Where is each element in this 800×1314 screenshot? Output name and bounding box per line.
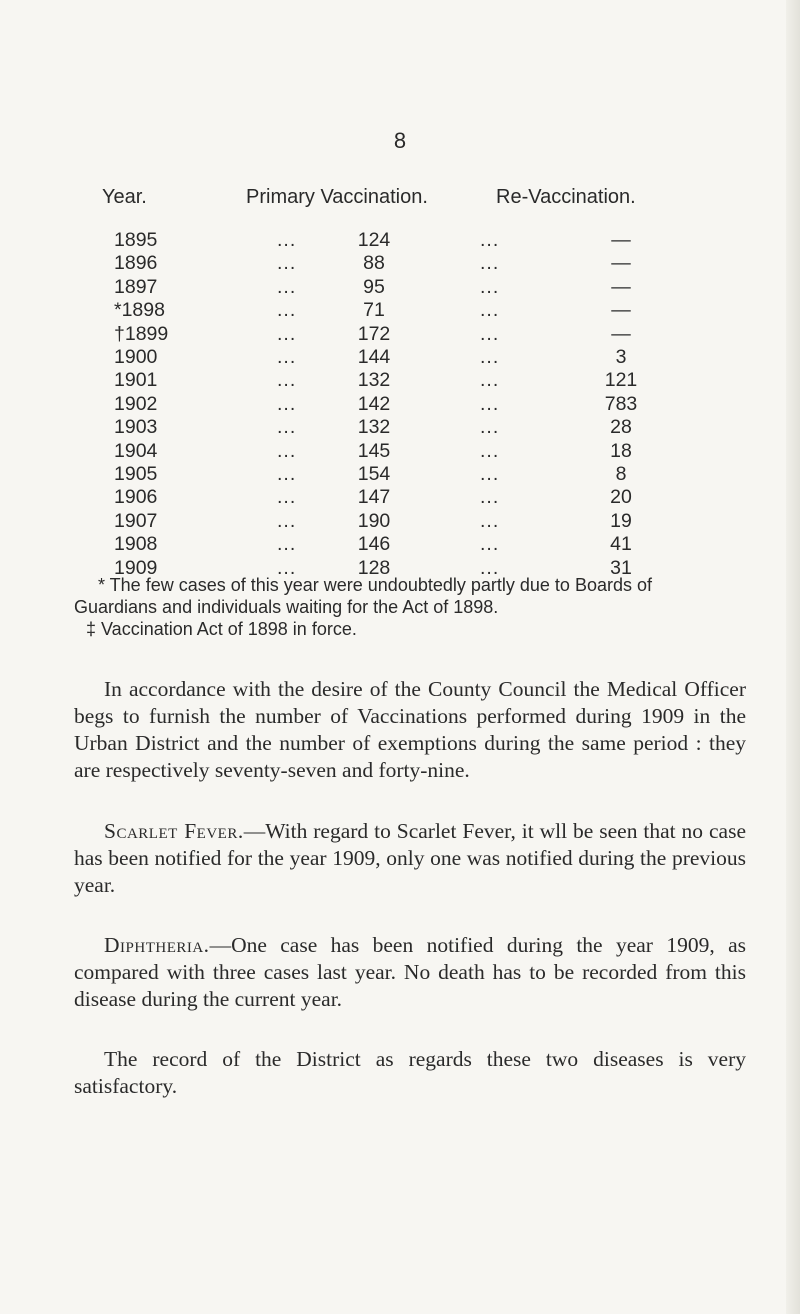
re-vaccination-cell: — xyxy=(611,252,631,275)
table-row xyxy=(0,229,800,252)
page-number: 8 xyxy=(393,128,407,153)
dot-leader: ... xyxy=(480,369,500,392)
year-cell: 1907 xyxy=(114,509,158,532)
year-cell: 1908 xyxy=(114,533,158,556)
year-cell: 1909 xyxy=(114,556,158,579)
table-row xyxy=(0,276,800,299)
re-vaccination-cell: 8 xyxy=(615,463,627,485)
table-row xyxy=(0,252,800,275)
table-row xyxy=(0,369,800,392)
primary-vaccination-cell: 95 xyxy=(363,275,385,298)
dot-leader: ... xyxy=(480,392,500,415)
footnote-1-line-1: * The few cases of this year were undoubtedly partly due to Boards of xyxy=(98,575,652,595)
year-cell: 1901 xyxy=(114,369,158,392)
re-vaccination-cell: — xyxy=(611,275,631,298)
dot-leader: ... xyxy=(277,392,297,415)
primary-vaccination-cell: 146 xyxy=(357,533,391,556)
table-row xyxy=(0,299,800,322)
dot-leader: ... xyxy=(480,252,500,275)
primary-vaccination-cell: 124 xyxy=(357,229,391,251)
primary-vaccination-cell: 190 xyxy=(357,509,391,532)
dot-leader: ... xyxy=(480,556,500,579)
dot-leader: ... xyxy=(277,439,297,462)
dot-leader: ... xyxy=(277,322,297,345)
year-cell: 1896 xyxy=(114,252,158,275)
dot-leader: ... xyxy=(277,509,297,532)
paragraph-scarlet-fever xyxy=(74,818,746,899)
dot-leader: ... xyxy=(277,299,297,322)
re-vaccination-cell: 3 xyxy=(615,346,627,368)
table-row xyxy=(0,510,800,533)
dot-leader: ... xyxy=(480,486,500,509)
primary-vaccination-cell: 71 xyxy=(363,299,385,322)
table-row xyxy=(0,346,800,369)
dot-leader: ... xyxy=(277,486,297,509)
table-row xyxy=(0,463,800,486)
primary-vaccination-cell: 128 xyxy=(357,556,391,579)
paragraph-record-text: The record of the District as regards these two diseases is very satisfactory. xyxy=(74,1047,746,1098)
table-row xyxy=(0,533,800,556)
year-cell: 1905 xyxy=(114,463,158,485)
year-cell: *1898 xyxy=(114,299,165,322)
re-vaccination-cell: — xyxy=(611,322,631,345)
paragraph-diphtheria xyxy=(74,932,746,1013)
re-vaccination-cell: 28 xyxy=(610,416,632,439)
scarlet-fever-heading: Scarlet Fever. xyxy=(104,819,244,843)
dot-leader: ... xyxy=(480,299,500,322)
dot-leader: ... xyxy=(277,369,297,392)
dot-leader: ... xyxy=(277,533,297,556)
paragraph-vaccination-text: In accordance with the desire of the County Council the Medical Officer begs to furnish the number of Vaccinations performed during 1909 in the Urban District and the number of exemptions during the same period : they are respectively seventy-seven and forty-nine. xyxy=(74,677,746,782)
primary-vaccination-cell: 132 xyxy=(357,416,391,439)
diphtheria-heading: Diphtheria. xyxy=(104,933,210,957)
year-cell: 1902 xyxy=(114,392,158,415)
year-cell: 1897 xyxy=(114,275,158,298)
dot-leader: ... xyxy=(277,463,297,485)
year-cell: †1899 xyxy=(114,322,169,345)
table-row xyxy=(0,393,800,416)
re-vaccination-cell: 783 xyxy=(604,392,638,415)
table-row xyxy=(0,486,800,509)
dot-leader: ... xyxy=(480,463,500,485)
re-vaccination-cell: 18 xyxy=(610,439,632,462)
year-cell: 1900 xyxy=(114,346,158,368)
paragraph-record xyxy=(74,1046,746,1100)
primary-vaccination-cell: 172 xyxy=(357,322,391,345)
table-row xyxy=(0,440,800,463)
dot-leader: ... xyxy=(480,275,500,298)
primary-vaccination-cell: 88 xyxy=(363,252,385,275)
re-vaccination-cell: — xyxy=(611,299,631,322)
page-edge-shadow xyxy=(786,0,800,1314)
dot-leader: ... xyxy=(480,346,500,368)
year-cell: 1906 xyxy=(114,486,158,509)
re-vaccination-cell: 19 xyxy=(610,509,632,532)
dot-leader: ... xyxy=(480,322,500,345)
scarlet-fever-text: —With regard to Scarlet Fever, it wll be seen that no case has been notified for the year 1909, only one was notified during the previous year. xyxy=(74,819,746,897)
table-row xyxy=(0,416,800,439)
dot-leader: ... xyxy=(277,346,297,368)
table-row xyxy=(0,323,800,346)
diphtheria-text: —One case has been notified during the year 1909, as compared with three cases last year. No death has to be recorded from this disease during the current year. xyxy=(74,933,746,1011)
header-re-vaccination: Re-Vaccination. xyxy=(496,186,636,208)
dot-leader: ... xyxy=(277,229,297,251)
primary-vaccination-cell: 132 xyxy=(357,369,391,392)
header-primary-vaccination: Primary Vaccination. xyxy=(246,186,428,208)
footnotes xyxy=(74,574,754,640)
re-vaccination-cell: 20 xyxy=(610,486,632,509)
re-vaccination-cell: 41 xyxy=(610,533,632,556)
primary-vaccination-cell: 147 xyxy=(357,486,391,509)
re-vaccination-cell: 31 xyxy=(610,556,632,579)
dot-leader: ... xyxy=(480,509,500,532)
year-cell: 1903 xyxy=(114,416,158,439)
primary-vaccination-cell: 154 xyxy=(357,463,391,485)
re-vaccination-cell: — xyxy=(611,229,631,251)
dot-leader: ... xyxy=(480,439,500,462)
primary-vaccination-cell: 142 xyxy=(357,392,391,415)
primary-vaccination-cell: 145 xyxy=(357,439,391,462)
header-year: Year. xyxy=(102,186,147,208)
year-cell: 1895 xyxy=(114,229,158,251)
dot-leader: ... xyxy=(480,416,500,439)
footnote-1-line-2: Guardians and individuals waiting for the Act of 1898. xyxy=(74,597,499,617)
re-vaccination-cell: 121 xyxy=(604,369,638,392)
dot-leader: ... xyxy=(277,252,297,275)
paragraph-vaccination xyxy=(74,676,746,784)
dot-leader: ... xyxy=(277,556,297,579)
dot-leader: ... xyxy=(480,229,500,251)
dot-leader: ... xyxy=(277,416,297,439)
dot-leader: ... xyxy=(480,533,500,556)
primary-vaccination-cell: 144 xyxy=(357,346,391,368)
footnote-2: ‡ Vaccination Act of 1898 in force. xyxy=(86,619,357,639)
year-cell: 1904 xyxy=(114,439,158,462)
dot-leader: ... xyxy=(277,275,297,298)
